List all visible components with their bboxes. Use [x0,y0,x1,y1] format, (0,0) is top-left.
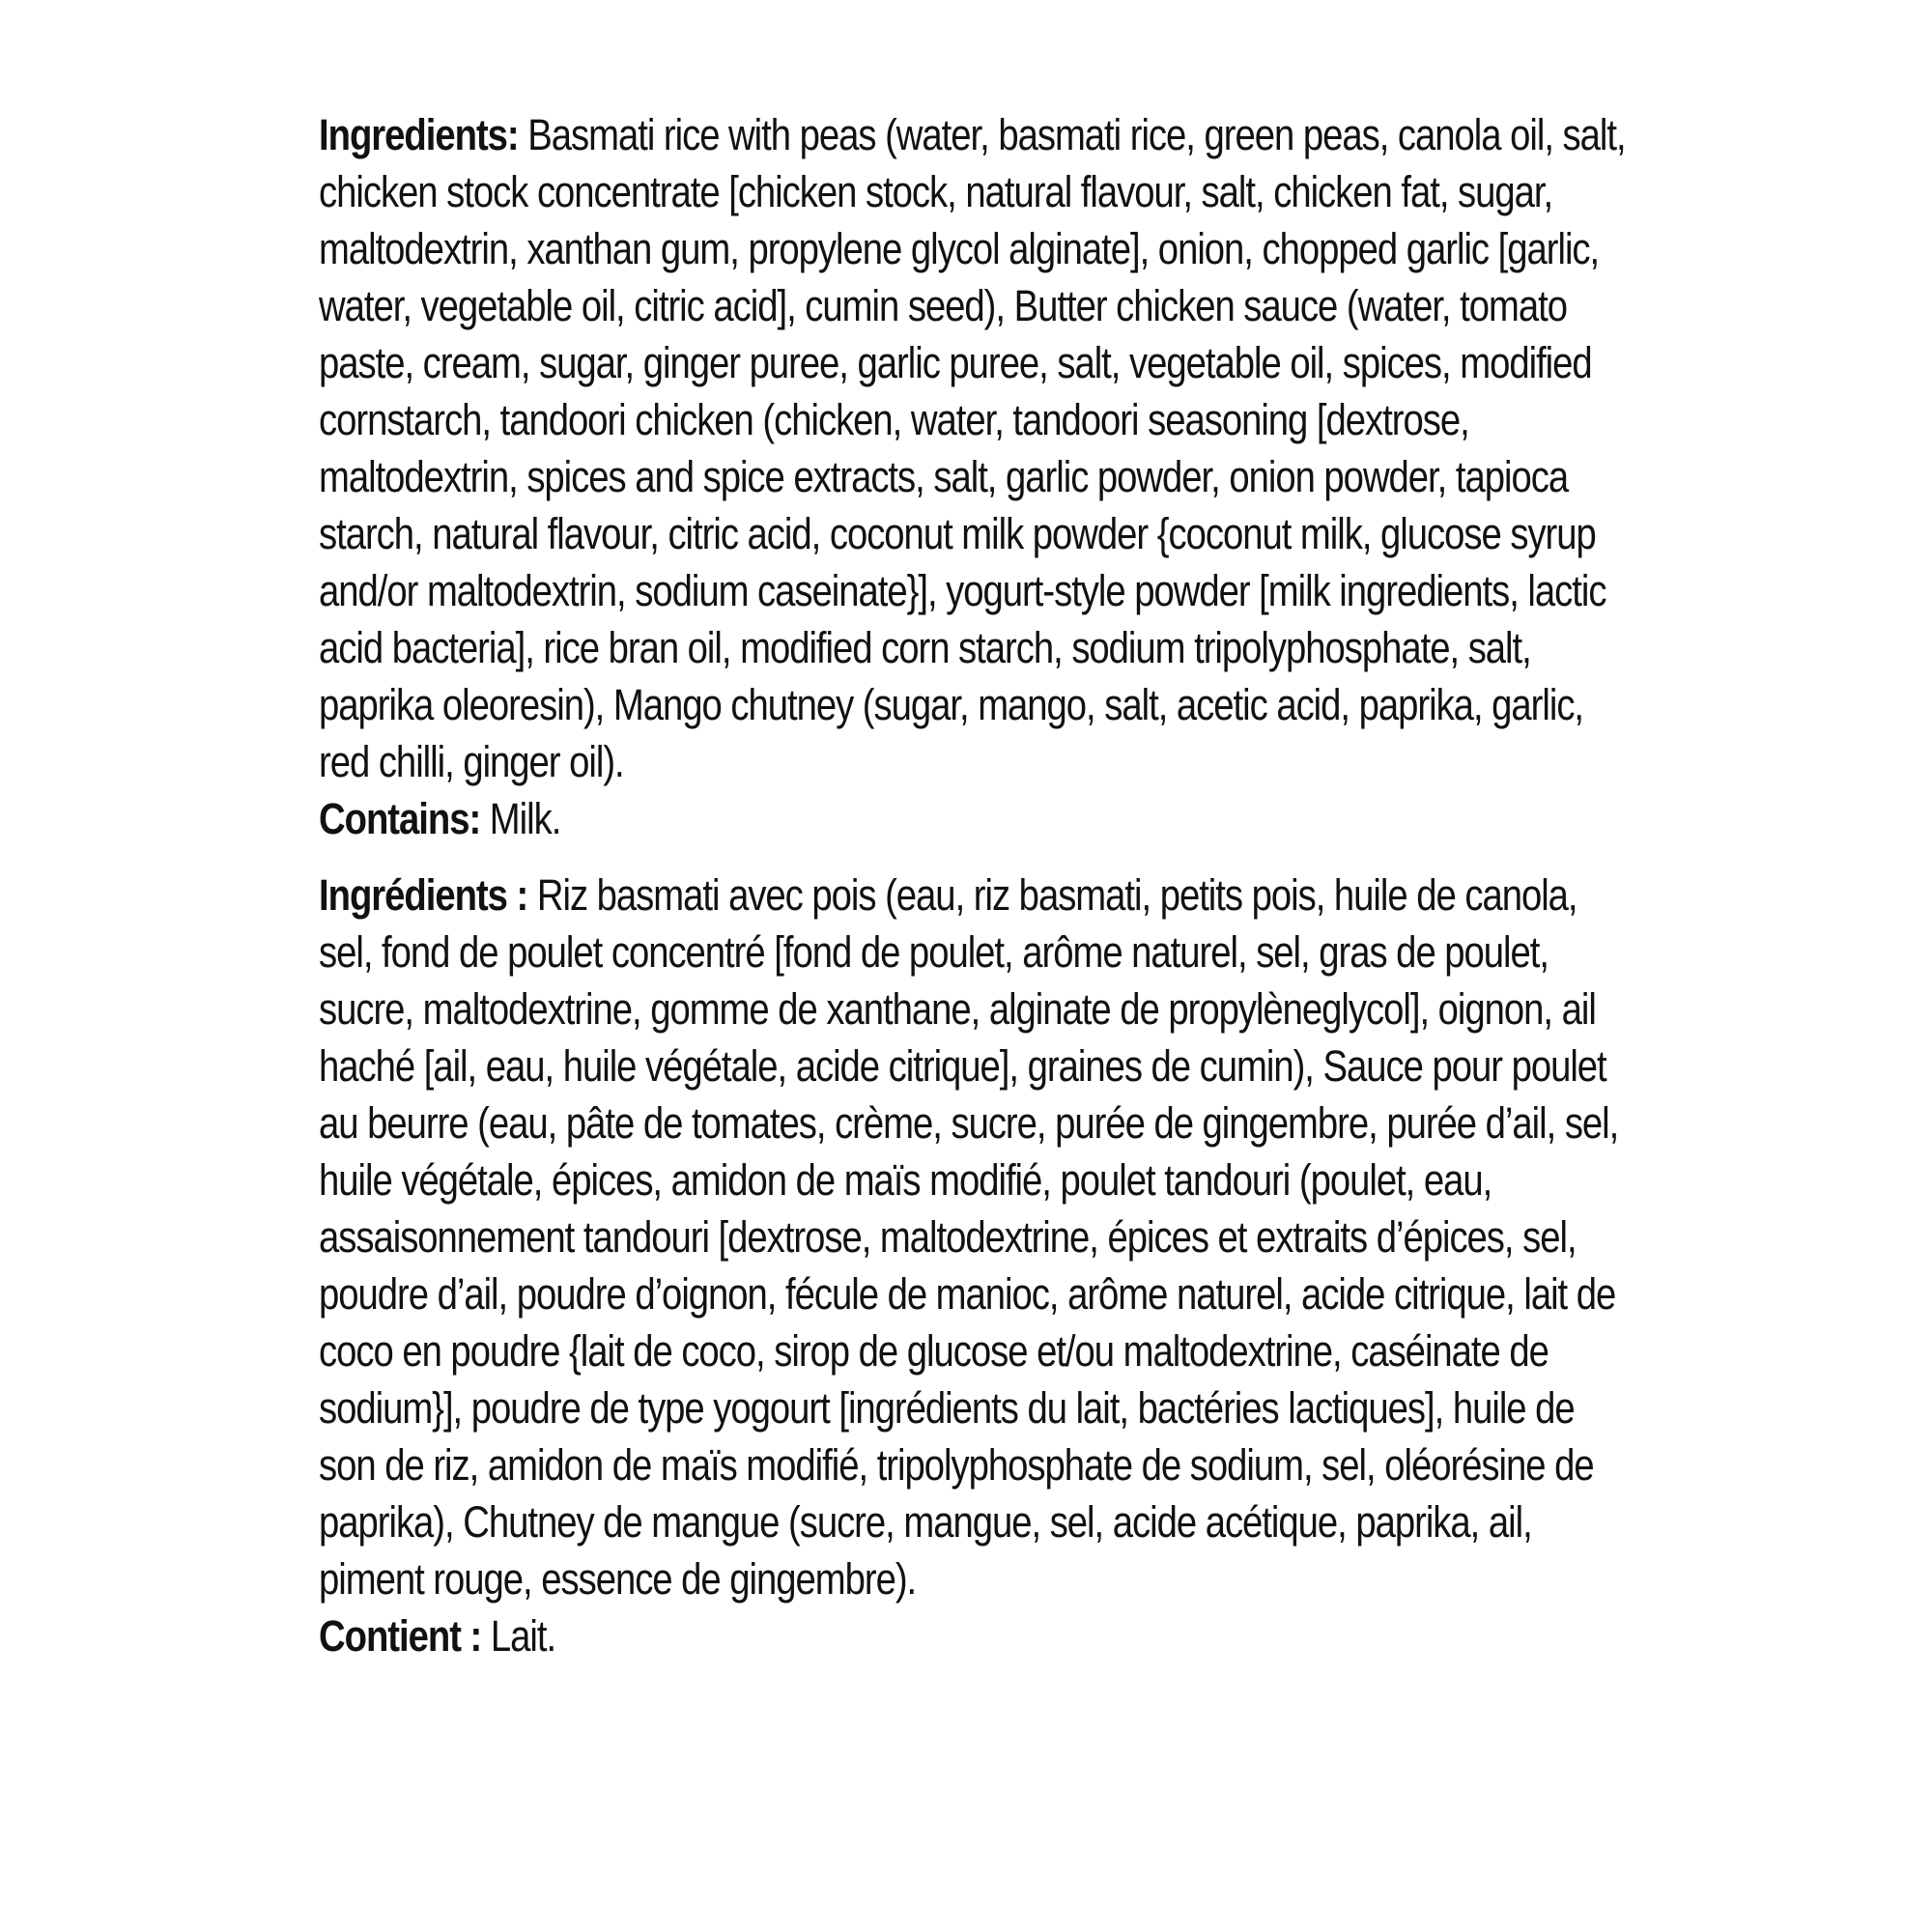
ingredient-label-panel [319,106,1671,1664]
english-allergen-statement [319,790,1633,847]
french-ingredients-heading: Ingrédients : [319,870,528,920]
french-contains-text: Lait. [481,1611,556,1661]
french-ingredients-paragraph [319,867,1633,1607]
english-contains-heading: Contains: [319,794,481,843]
english-ingredients-text: Basmati rice with peas (water, basmati rice, green peas, canola oil, salt, chicken stock concentrate [chicken stock, natural flavour, salt, chicken fat, sugar, maltodextrin, xanthan gum, propylene glycol alginate], onion, chopped garlic [garlic, water, vegetable oil, citric acid], cumin seed), Butter chicken sauce (water, tomato paste, cream, sugar, ginger puree, garlic puree, salt, vegetable oil, spices, modified cornstarch, tandoori chicken (chicken, water, tandoori seasoning [dextrose, maltodextrin, spices and spice extracts, salt, garlic powder, onion powder, tapioca starch, natural flavour, citric acid, coconut milk powder {coconut milk, glucose syrup and/or maltodextrin, sodium caseinate}], yogurt-style powder [milk ingredients, lactic acid bacteria], rice bran oil, modified corn starch, sodium tripolyphosphate, salt, paprika oleoresin), Mango chutney (sugar, mango, salt, acetic acid, paprika, garlic, red chilli, ginger oil). [319,110,1626,786]
french-ingredients-block [319,867,1633,1664]
french-ingredients-text: Riz basmati avec pois (eau, riz basmati, petits pois, huile de canola, sel, fond de poulet concentré [fond de poulet, arôme naturel, sel, gras de poulet, sucre, maltodextrine, gomme de xanthane, alginate de propylèneglycol], oignon, ail haché [ail, eau, huile végétale, acide citrique], graines de cumin), Sauce pour poulet au beurre (eau, pâte de tomates, crème, sucre, purée de gingembre, purée d’ail, sel, huile végétale, épices, amidon de maïs modifié, poulet tandouri (poulet, eau, assaisonnement tandouri [dextrose, maltodextrine, épices et extraits d’épices, sel, poudre d’ail, poudre d’oignon, fécule de manioc, arôme naturel, acide citrique, lait de coco en poudre {lait de coco, sirop de glucose et/ou maltodextrine, caséinate de sodium}], poudre de type yogourt [ingrédients du lait, bactéries lactiques], huile de son de riz, amidon de maïs modifié, tripolyphosphate de sodium, sel, oléorésine de paprika), Chutney de mangue (sucre, mangue, sel, acide acétique, paprika, ail, piment rouge, essence de gingembre). [319,870,1619,1604]
english-ingredients-paragraph [319,106,1633,790]
english-ingredients-heading: Ingredients: [319,110,519,159]
french-contains-heading: Contient : [319,1611,482,1661]
english-contains-text: Milk. [480,794,561,843]
french-allergen-statement [319,1607,1633,1664]
english-ingredients-block [319,106,1633,847]
